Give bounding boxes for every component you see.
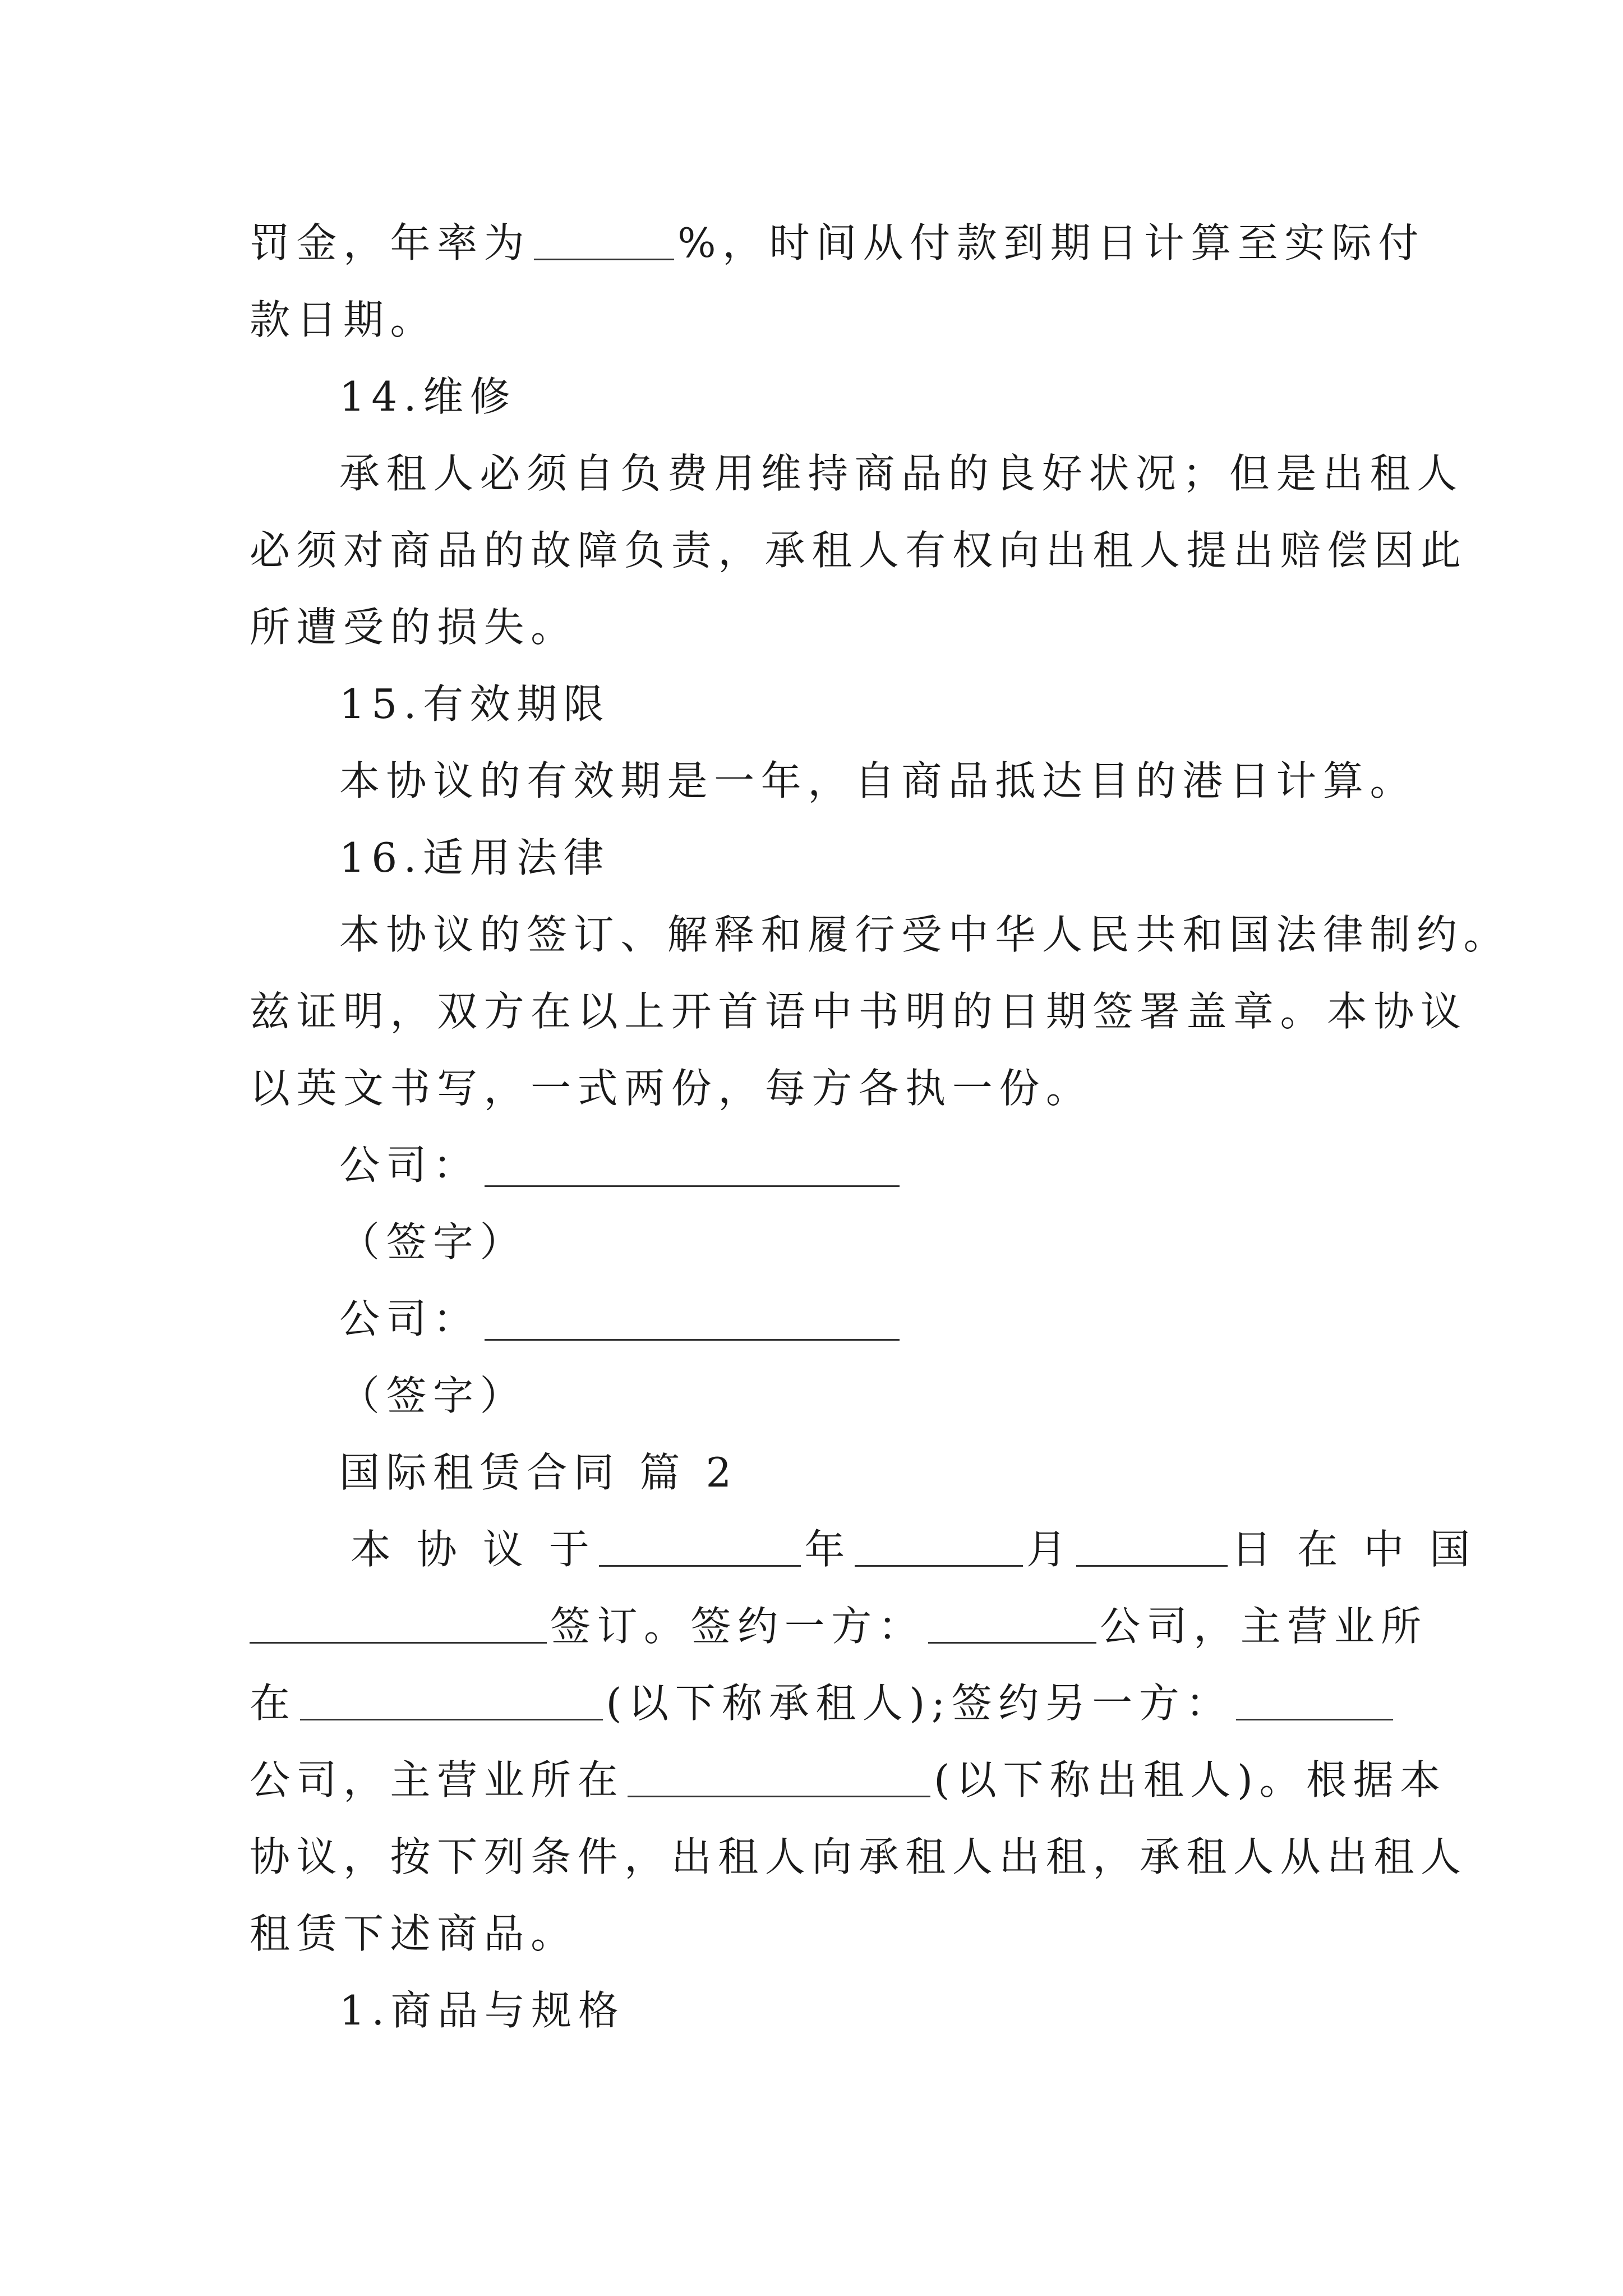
blank-address-a[interactable] (300, 1678, 603, 1720)
paragraph-15: 本协议的有效期是一年，自商品抵达目的港日计算。 (339, 757, 1417, 804)
paragraph-14-line3: 所遭受的损失。 (250, 604, 578, 651)
text: 罚金，年率为 (250, 219, 531, 266)
text: 公司，主营业所在 (250, 1756, 625, 1803)
agreement-line6: 租赁下述商品。 (250, 1910, 578, 1957)
signature-company-2 (250, 1281, 1388, 1358)
text: 本 协 议 于 (351, 1526, 596, 1573)
blank-place[interactable] (250, 1602, 547, 1644)
paragraph-penalty-line1 (250, 205, 1425, 282)
text: (以下称承租人);签约另一方： (606, 1680, 1233, 1727)
blank-year[interactable] (599, 1525, 801, 1567)
blank-address-b[interactable] (628, 1755, 930, 1797)
blank-company-a[interactable] (928, 1602, 1096, 1644)
heading-16: 16.适用法律 (339, 834, 611, 881)
label: 公司： (339, 1295, 480, 1342)
agreement-line2 (250, 1588, 1428, 1665)
heading-15: 15.有效期限 (339, 680, 611, 728)
company-1-line[interactable] (485, 1140, 900, 1187)
label: 公司： (339, 1142, 480, 1189)
blank-rate[interactable] (534, 218, 674, 260)
text: 在 (250, 1680, 297, 1727)
blank-company-b[interactable] (1236, 1678, 1393, 1720)
text: 签订。签约一方： (550, 1603, 925, 1650)
blank-day[interactable] (1076, 1525, 1228, 1567)
text: 月 (1026, 1526, 1073, 1573)
heading-14: 14.维修 (339, 373, 517, 420)
text: 日 在 中 国 (1231, 1526, 1477, 1573)
paragraph-14-line1: 承租人必须自负费用维持商品的良好状况；但是出租人 (339, 450, 1464, 497)
text: 年 (804, 1526, 851, 1573)
signature-label-1: （签字） (339, 1218, 527, 1266)
agreement-line4 (250, 1742, 1447, 1819)
paragraph-14-line2: 必须对商品的故障负责，承租人有权向出租人提出赔偿因此 (250, 527, 1468, 574)
signature-company-1 (250, 1127, 1388, 1204)
heading-1: 1.商品与规格 (339, 1987, 625, 2034)
paragraph-16-line1: 本协议的签订、解释和履行受中华人民共和国法律制约。 (339, 911, 1511, 958)
text: %，时间从付款到期日计算至实际付 (677, 219, 1425, 266)
blank-month[interactable] (855, 1525, 1023, 1567)
text: 公司，主营业所 (1100, 1603, 1428, 1650)
agreement-line5: 协议，按下列条件，出租人向承租人出租，承租人从出租人 (250, 1833, 1468, 1880)
document-page (250, 205, 1511, 2049)
agreement-line1 (250, 1511, 1477, 1588)
signature-label-2: （签字） (339, 1372, 527, 1419)
paragraph-16-line2: 兹证明，双方在以上开首语中书明的日期签署盖章。本协议 (250, 988, 1468, 1035)
paragraph-penalty-line2: 款日期。 (250, 296, 437, 343)
company-2-line[interactable] (485, 1294, 900, 1341)
section-title-2: 国际租赁合同 篇 2 (339, 1449, 738, 1496)
agreement-line3 (250, 1665, 1388, 1742)
paragraph-16-line3: 以英文书写，一式两份，每方各执一份。 (250, 1065, 1093, 1112)
text: (以下称出租人)。根据本 (934, 1756, 1447, 1803)
